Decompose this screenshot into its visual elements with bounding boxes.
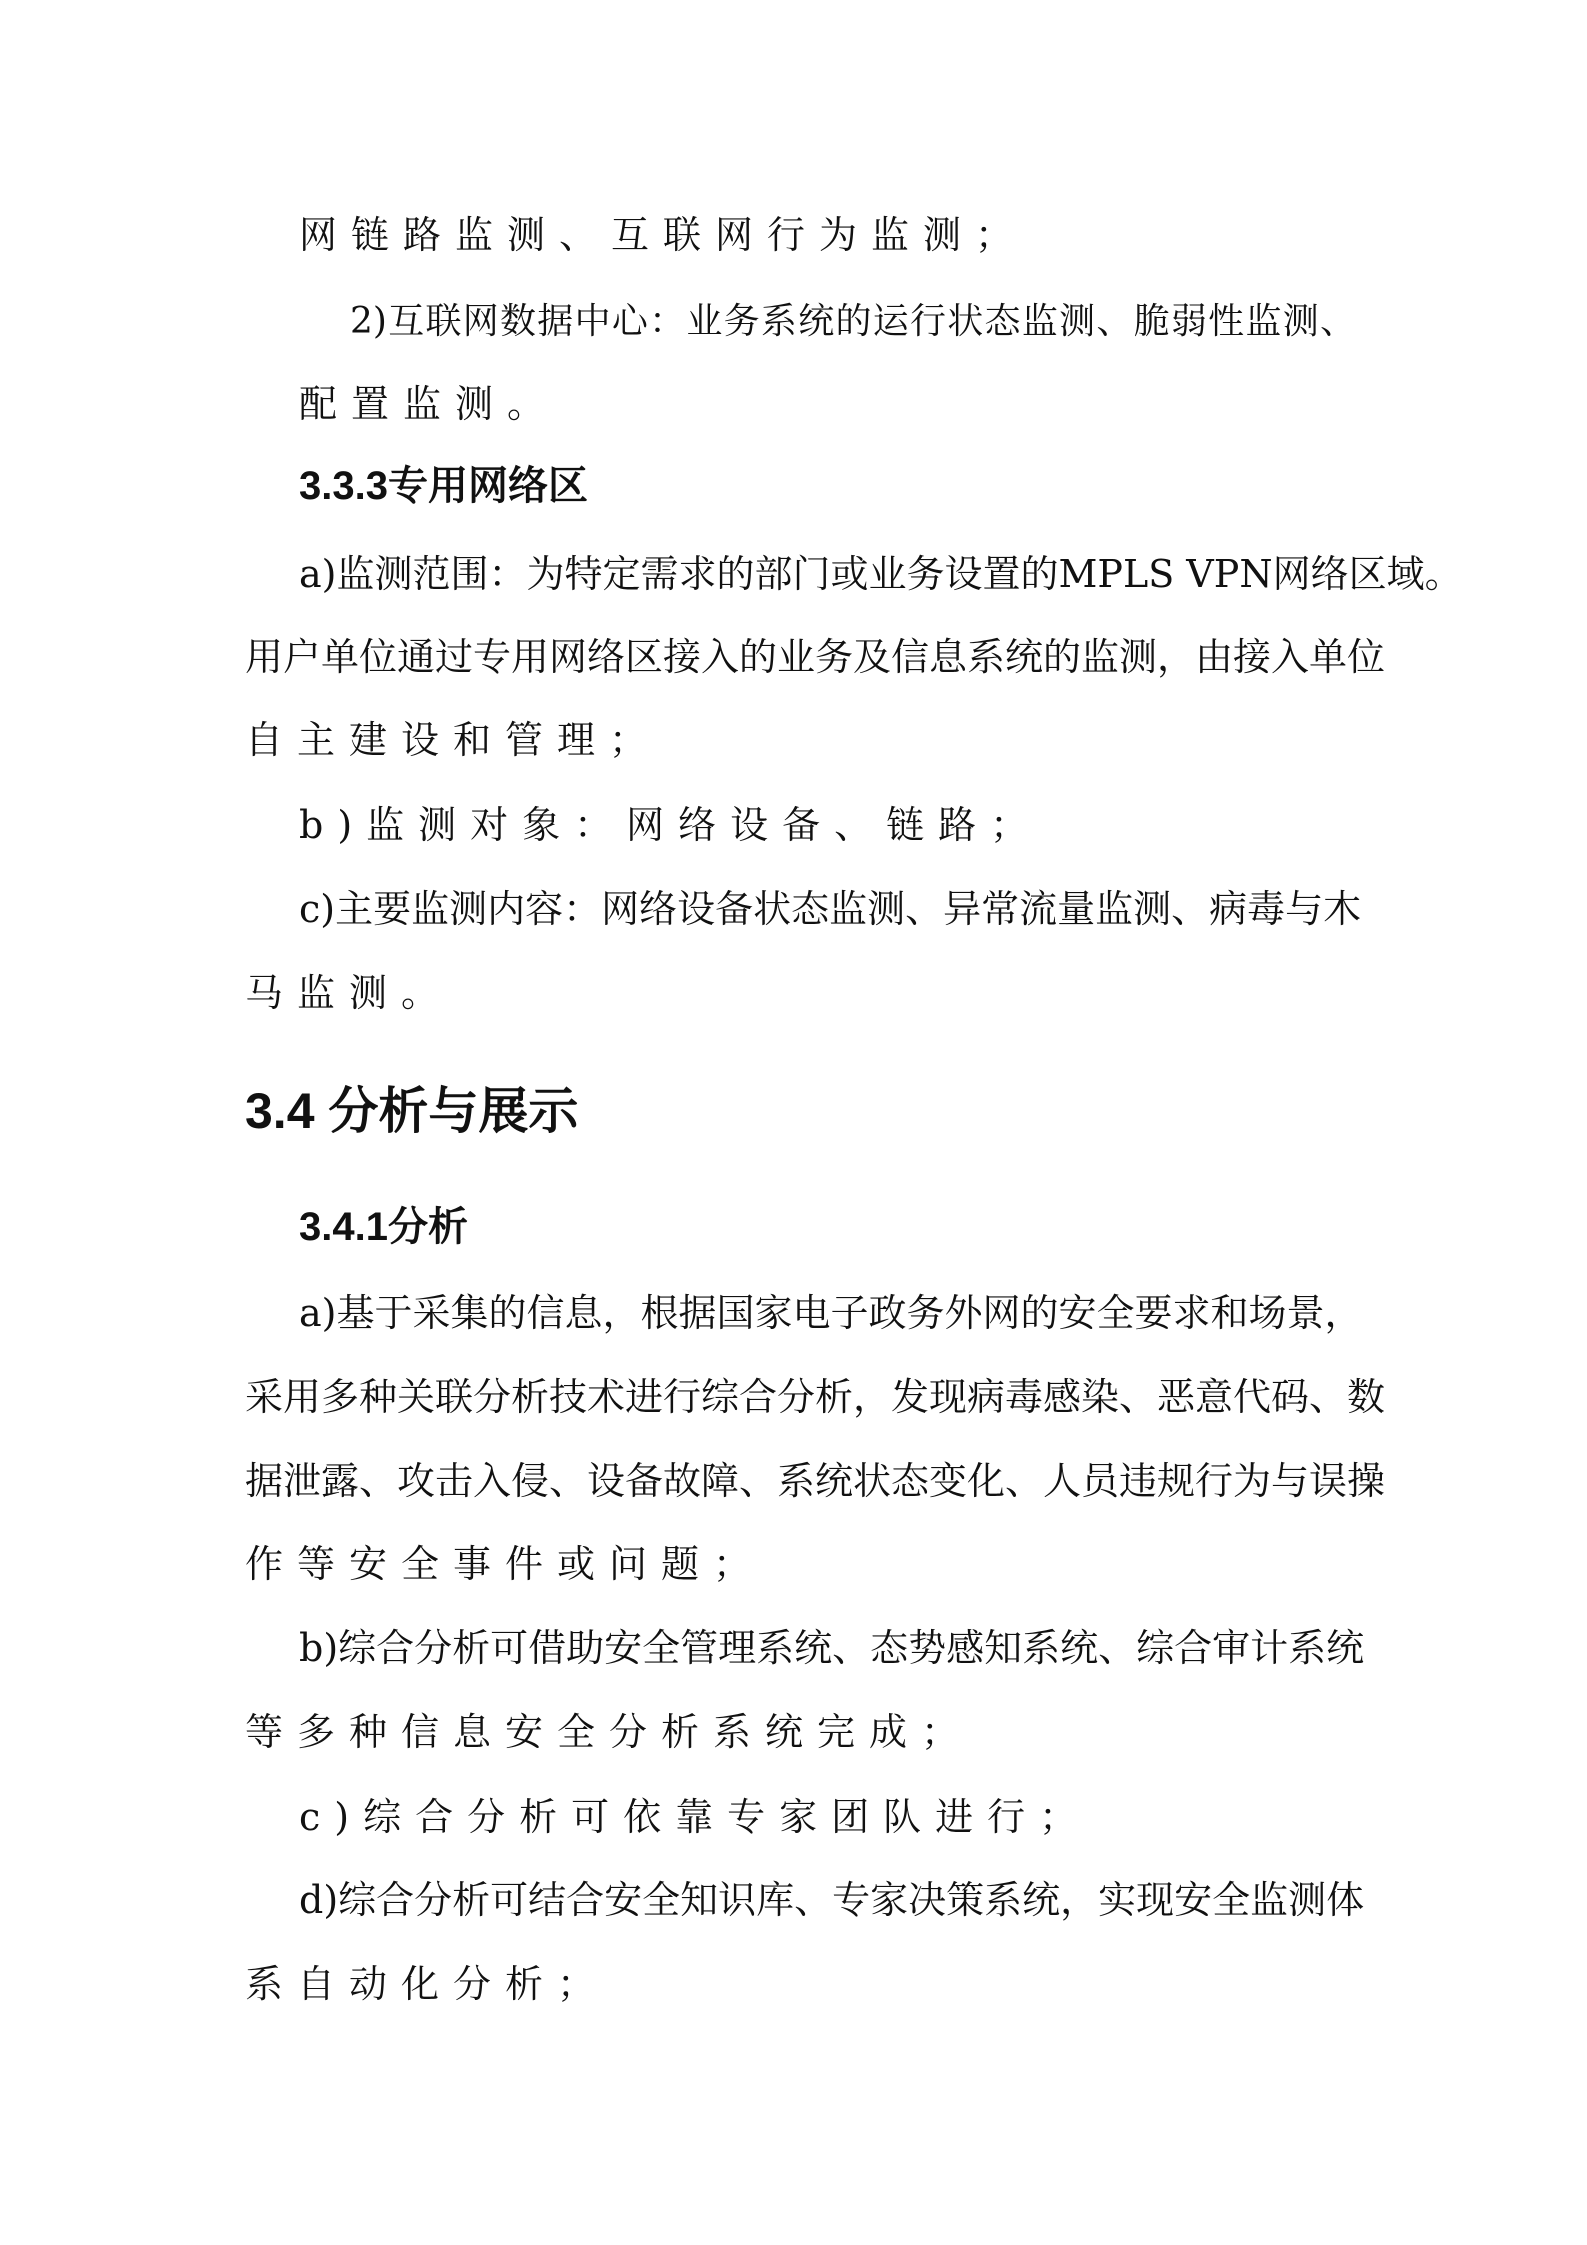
paragraph-line: b)综合分析可借助安全管理系统、态势感知系统、综合审计系统	[299, 1626, 1365, 1670]
paragraph-line: 采用多种关联分析技术进行综合分析，发现病毒感染、恶意代码、数	[245, 1375, 1386, 1419]
subsection-heading: 3.3.3专用网络区	[299, 464, 588, 508]
paragraph-line: d)综合分析可结合安全知识库、专家决策系统，实现安全监测体	[299, 1878, 1365, 1922]
paragraph-line: c)综合分析可依靠专家团队进行；	[299, 1795, 1092, 1839]
paragraph-line: 配置监测。	[299, 382, 560, 426]
paragraph-line: 用户单位通过专用网络区接入的业务及信息系统的监测，由接入单位	[245, 635, 1386, 679]
paragraph-line: a)基于采集的信息，根据国家电子政务外网的安全要求和场景，	[299, 1291, 1363, 1335]
paragraph-line: 系自动化分析；	[245, 1962, 610, 2006]
subsection-heading: 3.4.1分析	[299, 1205, 468, 1249]
paragraph-line: 自主建设和管理；	[245, 718, 662, 762]
paragraph-line: b)监测对象：网络设备、链路；	[299, 803, 1043, 847]
paragraph-line: c)主要监测内容：网络设备状态监测、异常流量监测、病毒与木	[299, 887, 1362, 931]
list-item-line: 2)互联网数据中心：业务系统的运行状态监测、脆弱性监测、	[350, 301, 1356, 342]
paragraph-line: 马监测。	[245, 971, 454, 1015]
paragraph-line: 据泄露、攻击入侵、设备故障、系统状态变化、人员违规行为与误操	[245, 1459, 1386, 1503]
section-heading: 3.4 分析与展示	[245, 1083, 579, 1139]
paragraph-line: 作等安全事件或问题；	[245, 1542, 766, 1586]
paragraph-line: 等多种信息安全分析系统完成；	[245, 1710, 974, 1754]
paragraph-line: a)监测范围：为特定需求的部门或业务设置的MPLS VPN网络区域。	[299, 552, 1463, 596]
paragraph-line: 网链路监测、互联网行为监测；	[299, 213, 1028, 257]
